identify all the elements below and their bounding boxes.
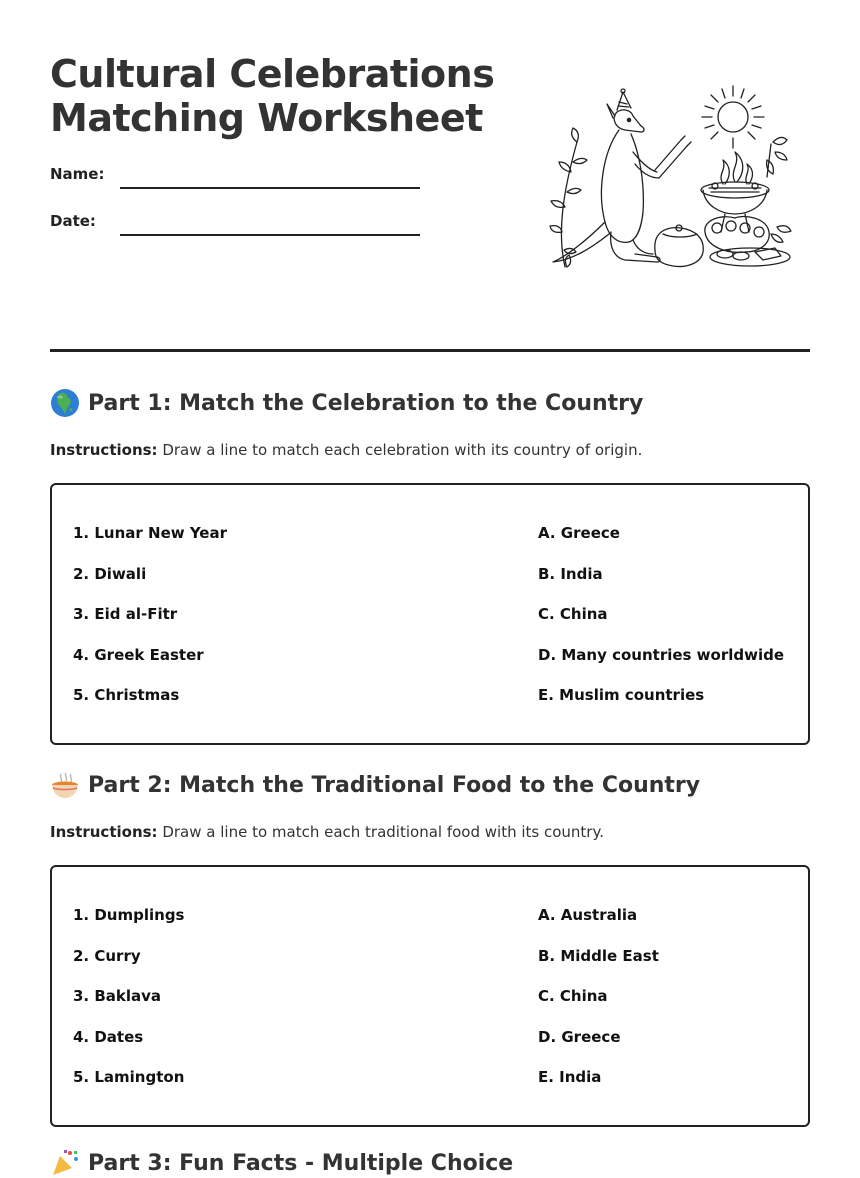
list-item[interactable]: C. China: [538, 605, 608, 623]
part2-instructions: [50, 823, 604, 841]
part2-title-text: Part 2: Match the Traditional Food to the Country: [88, 772, 701, 798]
leaf-icon: [767, 137, 791, 242]
part1-instructions-text: Draw a line to match each celebration with its country of origin.: [157, 441, 643, 459]
list-item[interactable]: E. India: [538, 1068, 602, 1086]
list-item[interactable]: 4. Dates: [73, 1027, 144, 1046]
list-item[interactable]: E. Muslim countries: [538, 686, 705, 704]
part1-instructions-label: Instructions:: [50, 441, 158, 459]
name-label: Name:: [50, 165, 105, 183]
list-item[interactable]: 1. Dumplings: [73, 906, 185, 924]
title-line-2: Matching Worksheet: [50, 96, 483, 140]
worksheet-title: [50, 52, 530, 140]
part2-instructions-label: Instructions:: [50, 823, 158, 841]
part2-countries-column: [538, 906, 659, 1109]
part2-match-box: [50, 865, 810, 1127]
pudding-icon: [655, 225, 703, 266]
part3-title: [50, 1148, 513, 1178]
list-item[interactable]: 3. Eid al-Fitr: [73, 605, 178, 623]
vine-icon: [550, 128, 587, 267]
date-label: Date:: [50, 212, 96, 230]
list-item[interactable]: 4. Greek Easter: [73, 645, 204, 664]
list-item[interactable]: C. China: [538, 987, 608, 1005]
list-item[interactable]: 1. Lunar New Year: [73, 524, 227, 542]
header-divider: [50, 349, 810, 352]
list-item[interactable]: 2. Curry: [73, 946, 141, 965]
part1-title: [50, 388, 643, 418]
name-line[interactable]: [120, 187, 420, 189]
sun-icon: [702, 86, 764, 148]
soup-bowl-icon: [50, 770, 80, 800]
list-item[interactable]: 2. Diwali: [73, 564, 147, 583]
part1-celebrations-column: [73, 524, 227, 727]
list-item[interactable]: A. Greece: [538, 524, 620, 542]
confetti-icon: [50, 1148, 80, 1178]
list-item[interactable]: B. India: [538, 564, 603, 583]
part1-title-text: Part 1: Match the Celebration to the Country: [88, 390, 644, 416]
list-item[interactable]: D. Many countries worldwide: [538, 645, 785, 664]
date-line[interactable]: [120, 234, 420, 236]
list-item[interactable]: A. Australia: [538, 906, 638, 924]
part2-instructions-text: Draw a line to match each traditional food with its country.: [157, 823, 604, 841]
kangaroo-bbq-illustration: [545, 82, 795, 277]
part1-instructions: [50, 441, 642, 459]
list-item[interactable]: 5. Lamington: [73, 1068, 185, 1086]
globe-africa-icon: [50, 388, 80, 418]
part2-title: [50, 770, 700, 800]
worksheet-page: [50, 0, 810, 1176]
part1-countries-column: [538, 524, 784, 727]
list-item[interactable]: 3. Baklava: [73, 987, 162, 1005]
list-item[interactable]: D. Greece: [538, 1027, 621, 1046]
list-item[interactable]: 5. Christmas: [73, 686, 180, 704]
part3-title-text: Part 3: Fun Facts - Multiple Choice: [88, 1150, 514, 1176]
part1-match-box: [50, 483, 810, 745]
part2-foods-column: [73, 906, 184, 1109]
title-line-1: Cultural Celebrations: [50, 52, 495, 96]
list-item[interactable]: B. Middle East: [538, 946, 659, 965]
